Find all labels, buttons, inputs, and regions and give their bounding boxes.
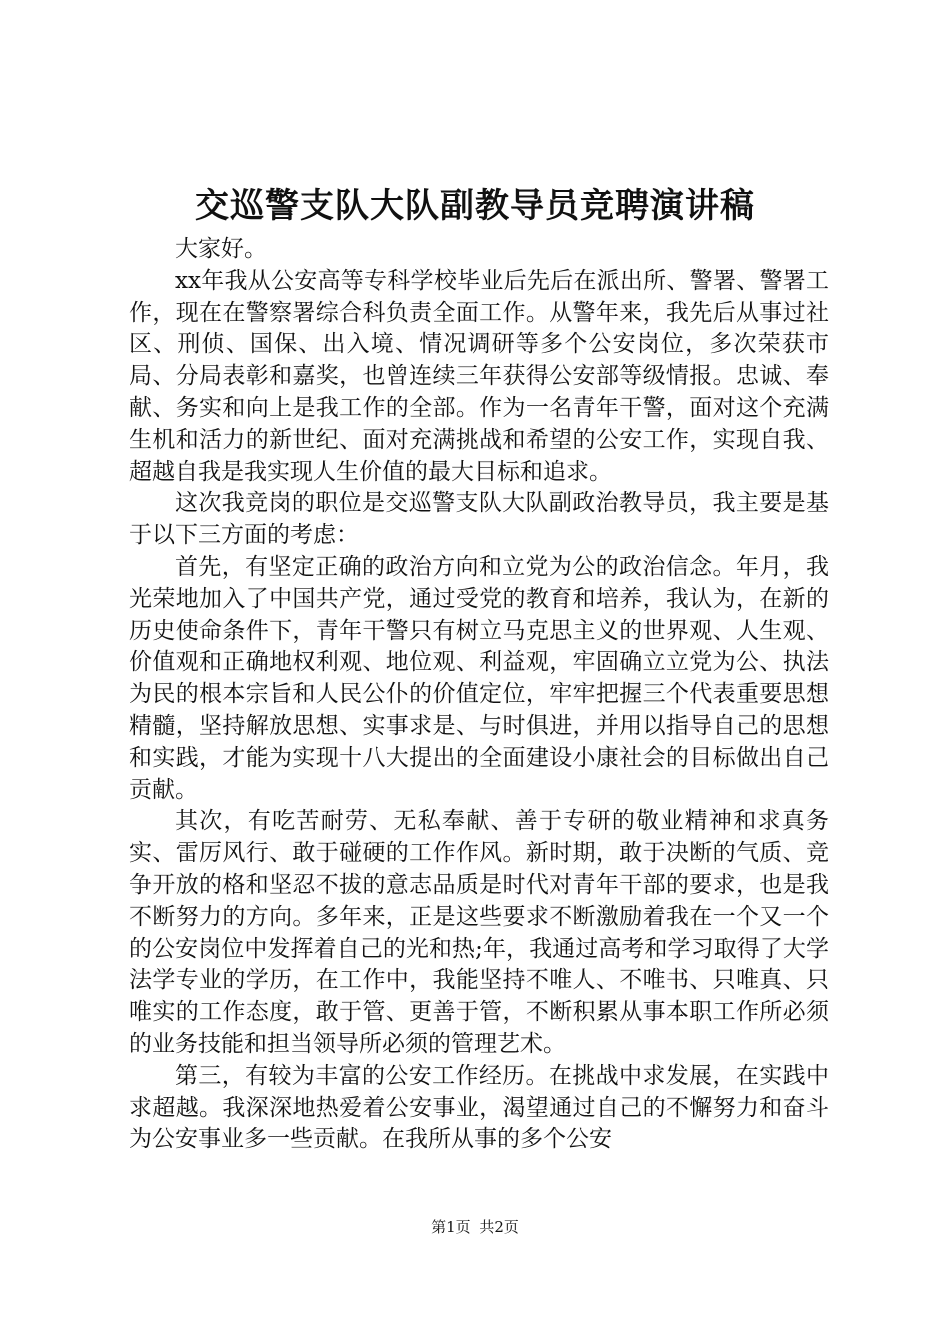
- page-total: 共2页: [479, 1218, 519, 1236]
- paragraph-third-reason: 第三，有较为丰富的公安工作经历。在挑战中求发展，在实践中求超越。我深深地热爱着公安事业，渴望通过自己的不懈努力和奋斗为公安事业多一些贡献。在我所从事的多个公安: [129, 1062, 829, 1153]
- paragraph-greeting: 大家好。: [175, 236, 267, 262]
- page-number: 第1页: [431, 1218, 471, 1236]
- paragraph-second-reason: 其次，有吃苦耐劳、无私奉献、善于专研的敬业精神和求真务实、雷厉风行、敢于碰硬的工作作风。新时期，敢于决断的气质、竞争开放的格和坚忍不拔的意志品质是时代对青年干部的要求，也是我不断努力的方向。多年来，正是这些要求不断激励着我在一个又一个的公安岗位中发挥着自己的光和热;年，我通过高考和学习取得了大学法学专业的学历，在工作中，我能坚持不唯人、不唯书、只唯真、只唯实的工作态度，敢于管、更善于管，不断积累从事本职工作所必须的业务技能和担当领导所必须的管理艺术。: [129, 808, 829, 1057]
- paragraph-background: xx年我从公安高等专科学校毕业后先后在派出所、警署、警署工作，现在在警察署综合科负责全面工作。从警年来，我先后从事过社区、刑侦、国保、出入境、情况调研等多个公安岗位，多次荣获市局、分局表彰和嘉奖，也曾连续三年获得公安部等级情报。忠诚、奉献、务实和向上是我工作的全部。作为一名青年干警，面对这个充满生机和活力的新世纪、面对充满挑战和希望的公安工作，实现自我、超越自我是我实现人生价值的最大目标和追求。: [129, 267, 829, 485]
- page-title: 交巡警支队大队副教导员竞聘演讲稿: [195, 186, 755, 226]
- paragraph-position: 这次我竞岗的职位是交巡警支队大队副政治教导员，我主要是基于以下三方面的考虑：: [129, 490, 829, 549]
- paragraph-first-reason: 首先，有坚定正确的政治方向和立党为公的政治信念。年月，我光荣地加入了中国共产党，通过受党的教育和培养，我认为，在新的历史使命条件下，青年干警只有树立马克思主义的世界观、人生观、价值观和正确地权利观、地位观、利益观，牢固确立立党为公、执法为民的根本宗旨和人民公仆的价值定位，牢牢把握三个代表重要思想精髓，坚持解放思想、实事求是、与时俱进，并用以指导自己的思想和实践，才能为实现十八大提出的全面建设小康社会的目标做出自己贡献。: [129, 553, 829, 803]
- page-footer: [0, 1217, 950, 1237]
- document-body: [129, 234, 829, 1156]
